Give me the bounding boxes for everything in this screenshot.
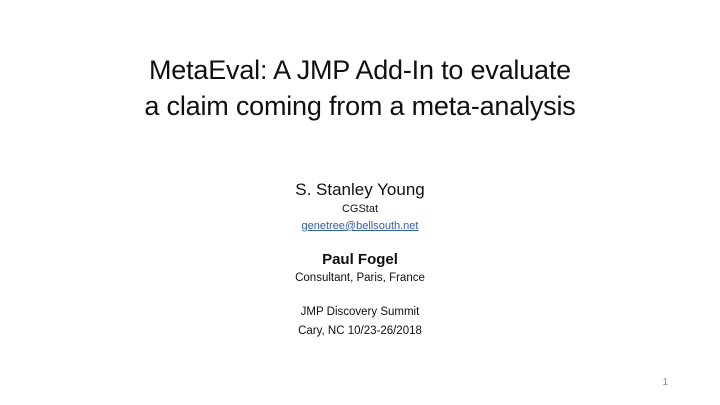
title-line-2: a claim coming from a meta-analysis <box>144 91 576 121</box>
slide-title <box>0 52 720 124</box>
spacer-2 <box>0 287 720 303</box>
author-primary: S. Stanley Young <box>295 180 425 199</box>
spacer-1 <box>0 235 720 249</box>
slide-body <box>0 178 720 341</box>
affiliation-secondary: Consultant, Paris, France <box>295 272 425 284</box>
email-link[interactable]: genetree@bellsouth.net <box>301 220 419 232</box>
affiliation-primary: CGStat <box>341 203 379 215</box>
page-number: 1 <box>662 377 668 388</box>
event-name: JMP Discovery Summit <box>300 306 420 318</box>
author-secondary: Paul Fogel <box>322 251 398 268</box>
title-line-1: MetaEval: A JMP Add-In to evaluate <box>149 55 571 85</box>
event-location-date: Cary, NC 10/23-26/2018 <box>298 325 422 337</box>
